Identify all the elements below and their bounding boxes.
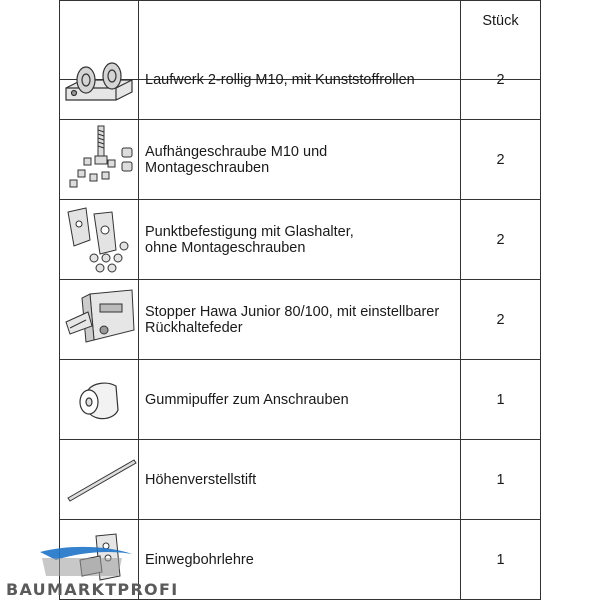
stopper-icon	[60, 280, 140, 360]
item-description: Höhenverstellstift	[145, 471, 257, 488]
height-pin-icon	[60, 440, 140, 520]
table-row	[59, 40, 541, 120]
table-row	[59, 440, 541, 520]
description-cell	[139, 120, 461, 200]
item-quantity: 2	[496, 71, 505, 88]
item-description: Gummipuffer zum Anschrauben	[145, 391, 349, 408]
screws-icon	[60, 120, 140, 200]
table-row	[59, 360, 541, 440]
image-cell	[59, 440, 139, 520]
parts-table	[59, 0, 541, 600]
table-row	[59, 200, 541, 280]
watermark-text: BAUMARKTPROFI	[6, 580, 179, 599]
roller-carriage-icon	[60, 40, 140, 120]
header-quantity: Stück	[482, 13, 519, 29]
quantity-cell	[461, 520, 541, 600]
description-cell	[139, 200, 461, 280]
table-row	[59, 120, 541, 200]
item-description: Laufwerk 2-rollig M10, mit Kunststoffrollen	[145, 71, 415, 88]
quantity-cell	[461, 200, 541, 280]
quantity-cell	[461, 40, 541, 120]
item-description: Einwegbohrlehre	[145, 551, 254, 568]
image-cell	[59, 280, 139, 360]
glass-holder-icon	[60, 200, 140, 280]
quantity-cell	[461, 280, 541, 360]
table-row	[59, 280, 541, 360]
description-cell	[139, 280, 461, 360]
image-cell	[59, 200, 139, 280]
item-description: Stopper Hawa Junior 80/100, mit einstellbarer Rückhaltefeder	[145, 303, 440, 336]
image-cell	[59, 40, 139, 120]
description-cell	[139, 360, 461, 440]
item-quantity: 1	[496, 471, 505, 488]
image-cell	[59, 360, 139, 440]
rubber-buffer-icon	[60, 360, 140, 440]
description-cell	[139, 40, 461, 120]
quantity-cell	[461, 360, 541, 440]
quantity-cell	[461, 440, 541, 520]
item-quantity: 2	[496, 231, 505, 248]
item-description: Aufhängeschraube M10 und Montageschrauben	[145, 143, 328, 176]
description-cell	[139, 520, 461, 600]
item-quantity: 1	[496, 551, 505, 568]
item-description: Punktbefestigung mit Glashalter, ohne Montageschrauben	[145, 223, 354, 256]
quantity-cell	[461, 120, 541, 200]
item-quantity: 2	[496, 151, 505, 168]
description-cell	[139, 440, 461, 520]
item-quantity: 2	[496, 311, 505, 328]
image-cell	[59, 120, 139, 200]
item-quantity: 1	[496, 391, 505, 408]
